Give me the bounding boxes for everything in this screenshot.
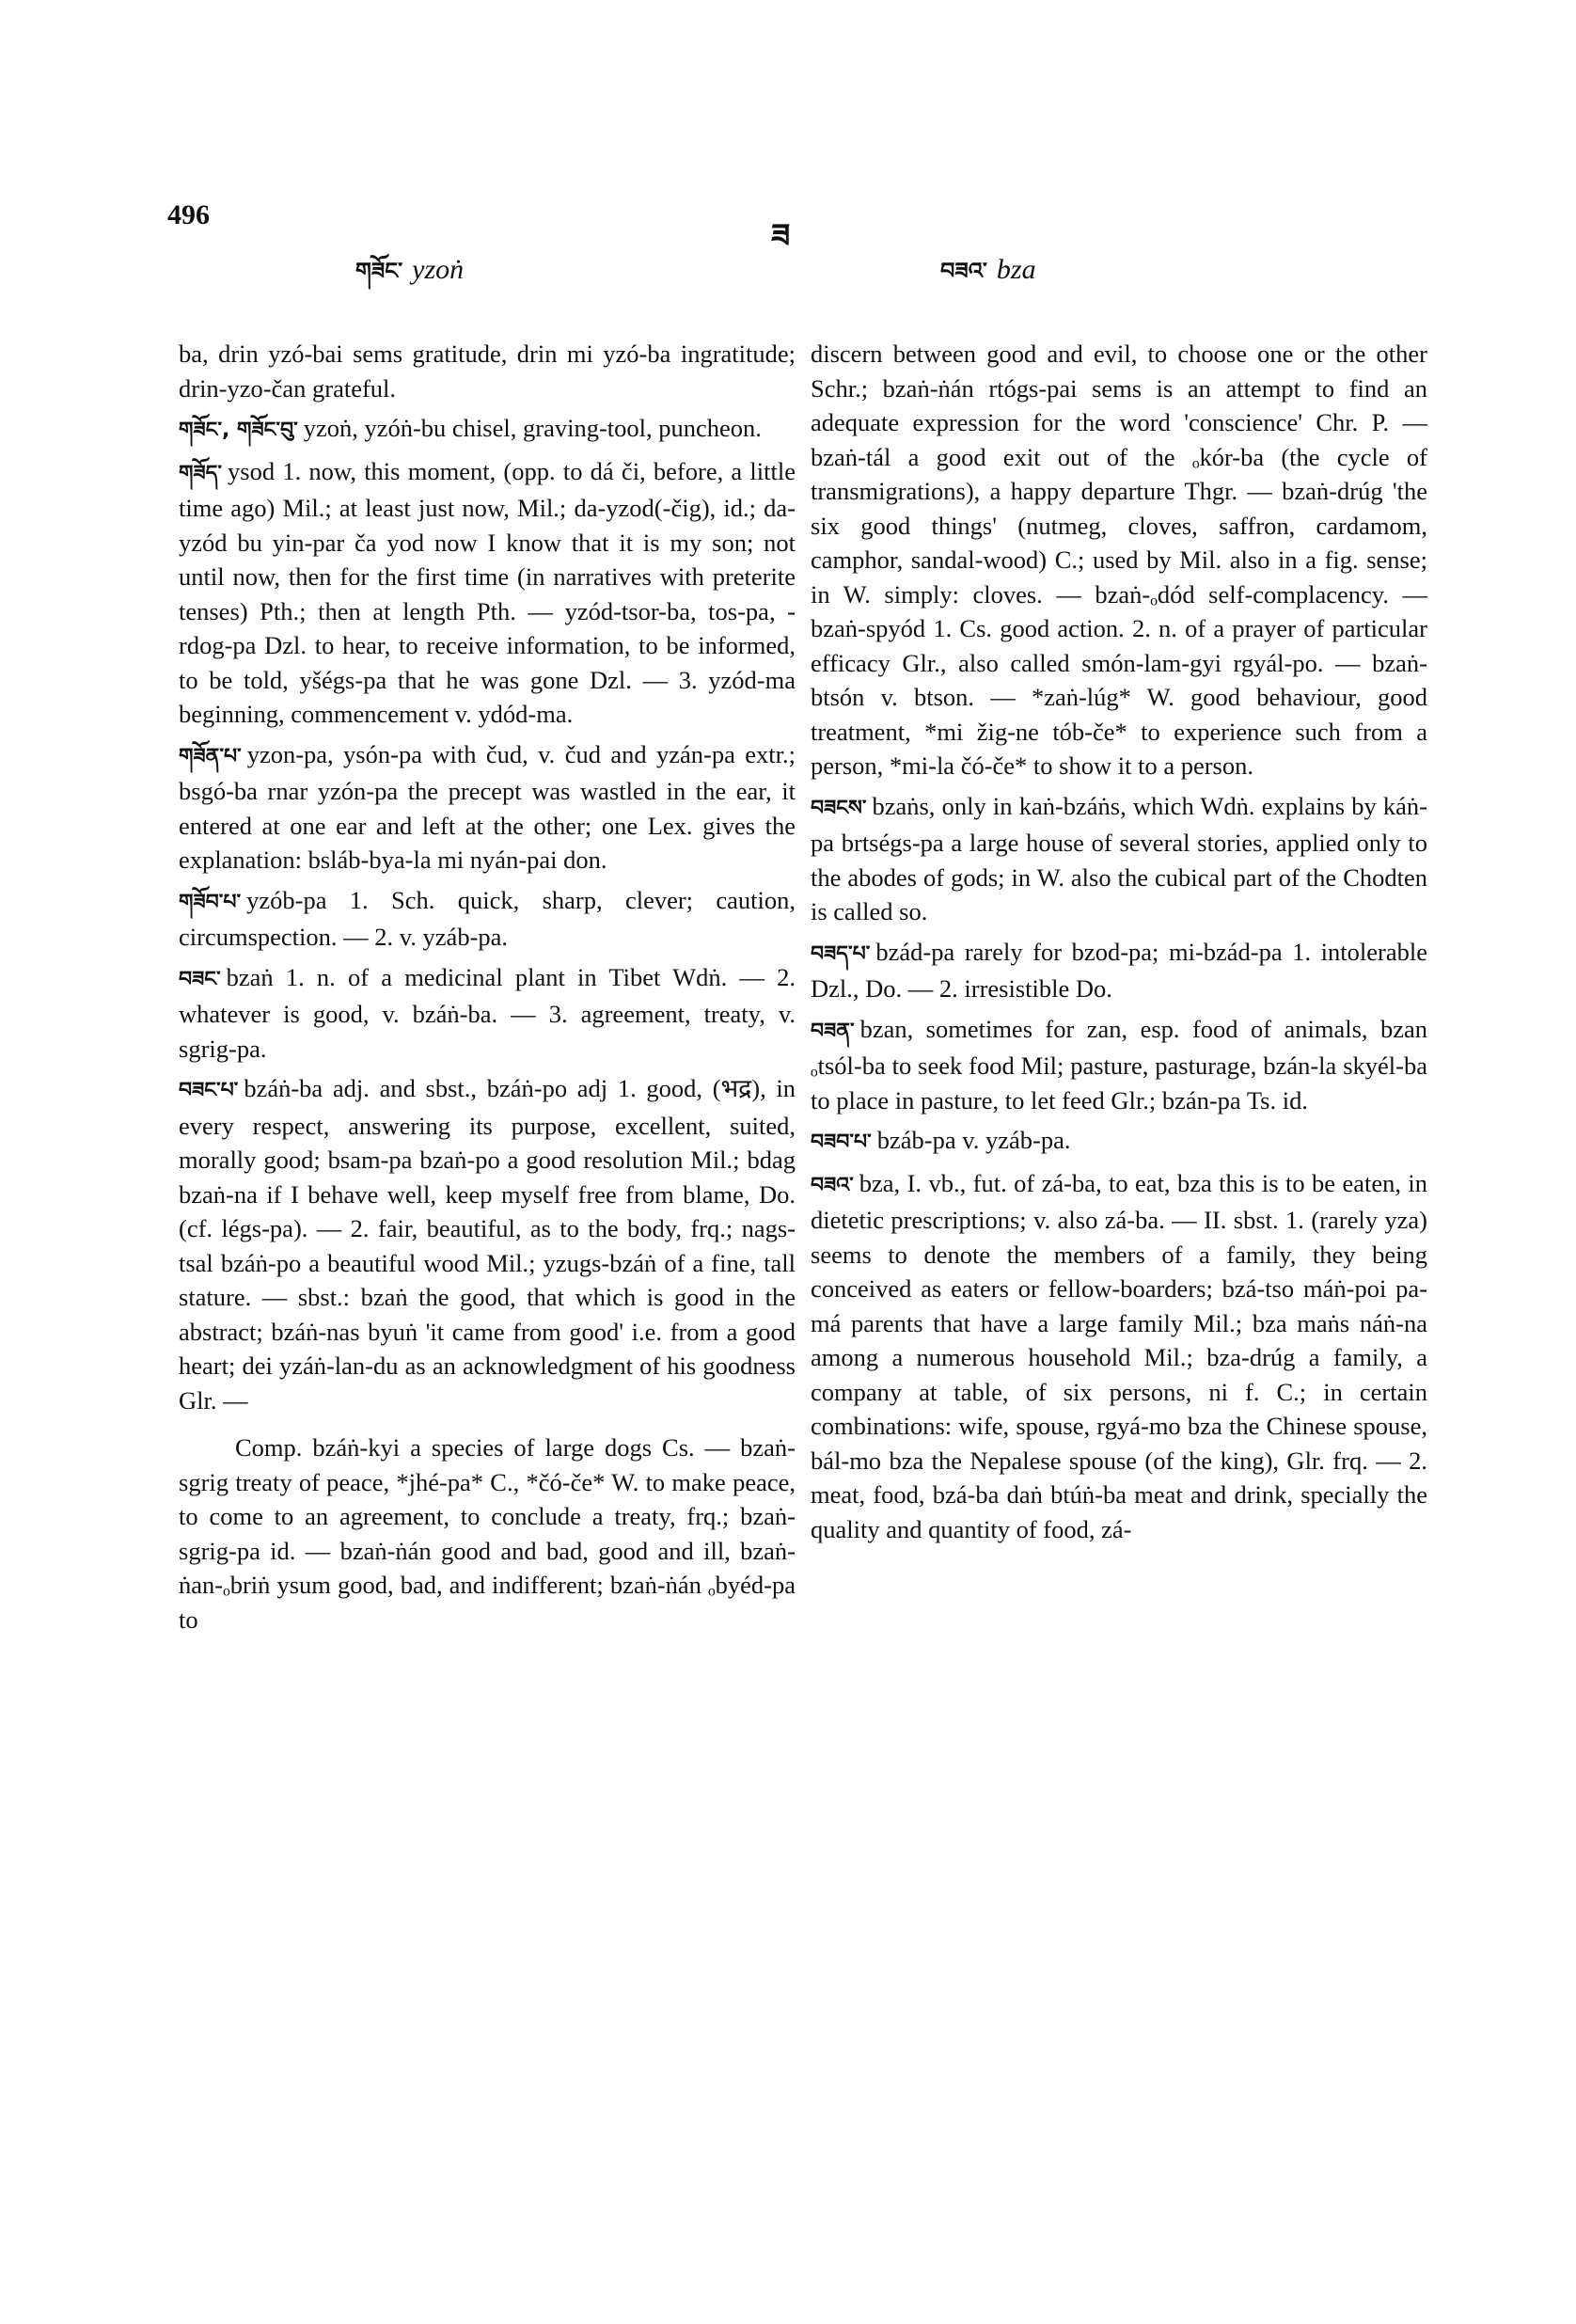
dictionary-entry [179, 337, 796, 405]
dictionary-entry [179, 883, 796, 955]
dictionary-entry [811, 1166, 1427, 1547]
dictionary-entry [811, 935, 1427, 1006]
entry-text: bzád-pa rarely for bzod-pa; mi-bzád-pa 1. intolerable Dzl., Do. — 2. irresistible Do. [811, 937, 1427, 1003]
entry-text: ba, drin yzó-bai sems gratitude, drin mi yzó-ba ingratitude; drin-yzo-čan grateful. [179, 340, 796, 403]
entry-text: bzaṅs, only in kaṅ-bzáṅs, which Wdṅ. explains by káṅ-pa brtségs-pa a large house of several stories, applied only to the abodes of gods; in W. also the cubical part of the Chodten is called so. [811, 791, 1427, 925]
dictionary-entry [179, 1431, 796, 1636]
entry-text: discern between good and evil, to choose one or the other Schr.; bzaṅ-ṅán rtógs-pai sems is an attempt to find an adequate expression for the word 'conscience' Chr. P. — bzaṅ-tál a good exit out of the ₒkór-ba (the cycle of transmigrations), a happy departure Thgr. — bzaṅ-drúg 'the six good things' (nutmeg, cloves, saffron, cardamom, camphor, sandal-wood) C.; used by Mil. also in a fig. sense; in W. simply: cloves. — bzaṅ-ₒdód self-complacency. — bzaṅ-spyód 1. Cs. good action. 2. n. of a prayer of particular efficacy Glr., also called smón-lam-gyi rgyál-po. — bzaṅ-btsón v. btson. — *zaṅ-lúg* W. good behaviour, good treatment, *mi žig-ne tób-če* to experience such from a person, *mi-la čó-če* to show it to a person. [811, 340, 1427, 780]
entry-headword-tibetan: གཟོན་པ་ [179, 744, 242, 768]
section-letter: ཟ [771, 217, 791, 255]
entry-text: ysod 1. now, this moment, (opp. to dá či, before, a little time ago) Mil.; at least just now, Mil.; da-yzod(-čig), id.; da-yzód bu yin-par ča yod now I know that it is my son; not until now, then for the first time (in narratives with preterite tenses) Pth.; then at length Pth. — yzód-tsor-ba, tos-pa, -rdog-pa Dzl. to hear, to receive information, to be informed, to be told, yšégs-pa that he was gone Dzl. — 3. yzód-ma beginning, commencement v. ydód-ma. [179, 456, 796, 728]
entry-headword-tibetan: བཟངས་ [811, 796, 867, 820]
entry-headword-tibetan: བཟའ་ [811, 1173, 854, 1197]
entry-text: bza, I. vb., fut. of zá-ba, to eat, bza this is to be eaten, in dietetic prescriptions; v. also zá-ba. — II. sbst. 1. (rarely yza) seems to denote the members of a family, they being conceived as eaters or fellow-boarders; bzá-tso máṅ-poi pa-má parents that have a large family Mil.; bza maṅs náṅ-na among a numerous household Mil.; bza-drúg a family, a company at table, of six persons, ni f. C.; in certain combinations: wife, spouse, rgyá-mo bza the Chinese spouse, bál-mo bza the Nepalese spouse (of the king), Glr. frq. — 2. meat, food, bzá-ba daṅ btúṅ-ba meat and drink, specially the quality and quantity of food, zá- [811, 1168, 1427, 1543]
entry-text: bzáṅ-ba adj. and sbst., bzáṅ-po adj 1. good, (भद्र), in every respect, answering its purpose, excellent, suited, morally good; bsam-pa bzaṅ-po a good resolution Mil.; bdag bzaṅ-na if I behave well, keep myself free from blame, Do. (cf. légs-pa). — 2. fair, beautiful, as to the body, frq.; nags-tsal bzáṅ-po a beautiful wood Mil.; yzugs-bzáṅ of a fine, tall stature. — sbst.: bzaṅ the good, that which is good in the abstract; bzáṅ-nas byuṅ 'it came from good' i.e. from a good heart; dei yzáṅ-lan-du as an acknowledgment of his goodness Glr. — [179, 1074, 796, 1415]
left-column [179, 337, 796, 1642]
dictionary-entry [811, 1123, 1427, 1161]
entry-headword-tibetan: བཟང་ [179, 967, 221, 991]
entry-headword-tibetan: གཟོབ་པ་ [179, 890, 242, 914]
dictionary-entry [179, 1071, 796, 1417]
dictionary-entry [179, 454, 796, 732]
page-number: 496 [167, 199, 210, 230]
right-running-head [940, 246, 1036, 309]
entry-text: yzób-pa 1. Sch. quick, sharp, clever; caution, circumspection. — 2. v. yzáb-pa. [179, 885, 796, 951]
entry-text: yzoṅ, yzóṅ-bu chisel, graving-tool, puncheon. [303, 414, 762, 442]
entry-headword-tibetan: བཟང་པ་ [179, 1079, 239, 1102]
dictionary-entry [179, 737, 796, 877]
right-head-tibetan: བཟའ་ [940, 258, 987, 284]
entry-text: bzaṅ 1. n. of a medicinal plant in Tibet Wdṅ. — 2. whatever is good, v. bzáṅ-ba. — 3. agreement, treaty, v. sgrig-pa. [179, 962, 796, 1063]
entry-text: Comp. bzáṅ-kyi a species of large dogs Cs. — bzaṅ-sgrig treaty of peace, *jhé-pa* C., *čó-če* W. to make peace, to come to an agreement, to conclude a treaty, frq.; bzaṅ-sgrig-pa id. — bzaṅ-ṅán good and bad, good and ill, bzaṅ-ṅan-ₒbriṅ ysum good, bad, and indifferent; bzaṅ-ṅán ₒbyéd-pa to [179, 1433, 796, 1634]
dictionary-entry [811, 337, 1427, 783]
dictionary-entry [179, 411, 796, 449]
dictionary-entry [811, 789, 1427, 929]
dictionary-entry [179, 960, 796, 1067]
left-head-tibetan: གཟོང་ [355, 258, 403, 284]
right-head-translit: bza [996, 254, 1036, 285]
entry-text: bzáb-pa v. yzáb-pa. [876, 1126, 1071, 1154]
entry-headword-tibetan: བཟད་པ་ [811, 941, 871, 966]
left-head-translit: yzoṅ [412, 254, 465, 285]
entry-text: bzan, sometimes for zan, esp. food of animals, bzan ₒtsól-ba to seek food Mil; pasture, pasturage, bzán-la skyél-ba to place in pasture, to let feed Glr.; bzán-pa Ts. id. [811, 1014, 1427, 1115]
entry-headword-tibetan: གཟོད་ [179, 461, 223, 485]
entry-headword-tibetan: བཟན་ [811, 1019, 855, 1043]
entry-headword-tibetan: གཟོང་, གཟོང་བུ་ [179, 419, 298, 442]
left-running-head [355, 246, 464, 309]
right-column [811, 337, 1427, 1552]
entry-text: yzon-pa, ysón-pa with čud, v. čud and yzán-pa extr.; bsgó-ba rnar yzón-pa the precept was wastled in the ear, it entered at one ear and left at the other; one Lex. gives the explanation: bsláb-bya-la mi nyán-pai don. [179, 739, 796, 874]
dictionary-entry [811, 1012, 1427, 1118]
entry-headword-tibetan: བཟབ་པ་ [811, 1130, 872, 1154]
